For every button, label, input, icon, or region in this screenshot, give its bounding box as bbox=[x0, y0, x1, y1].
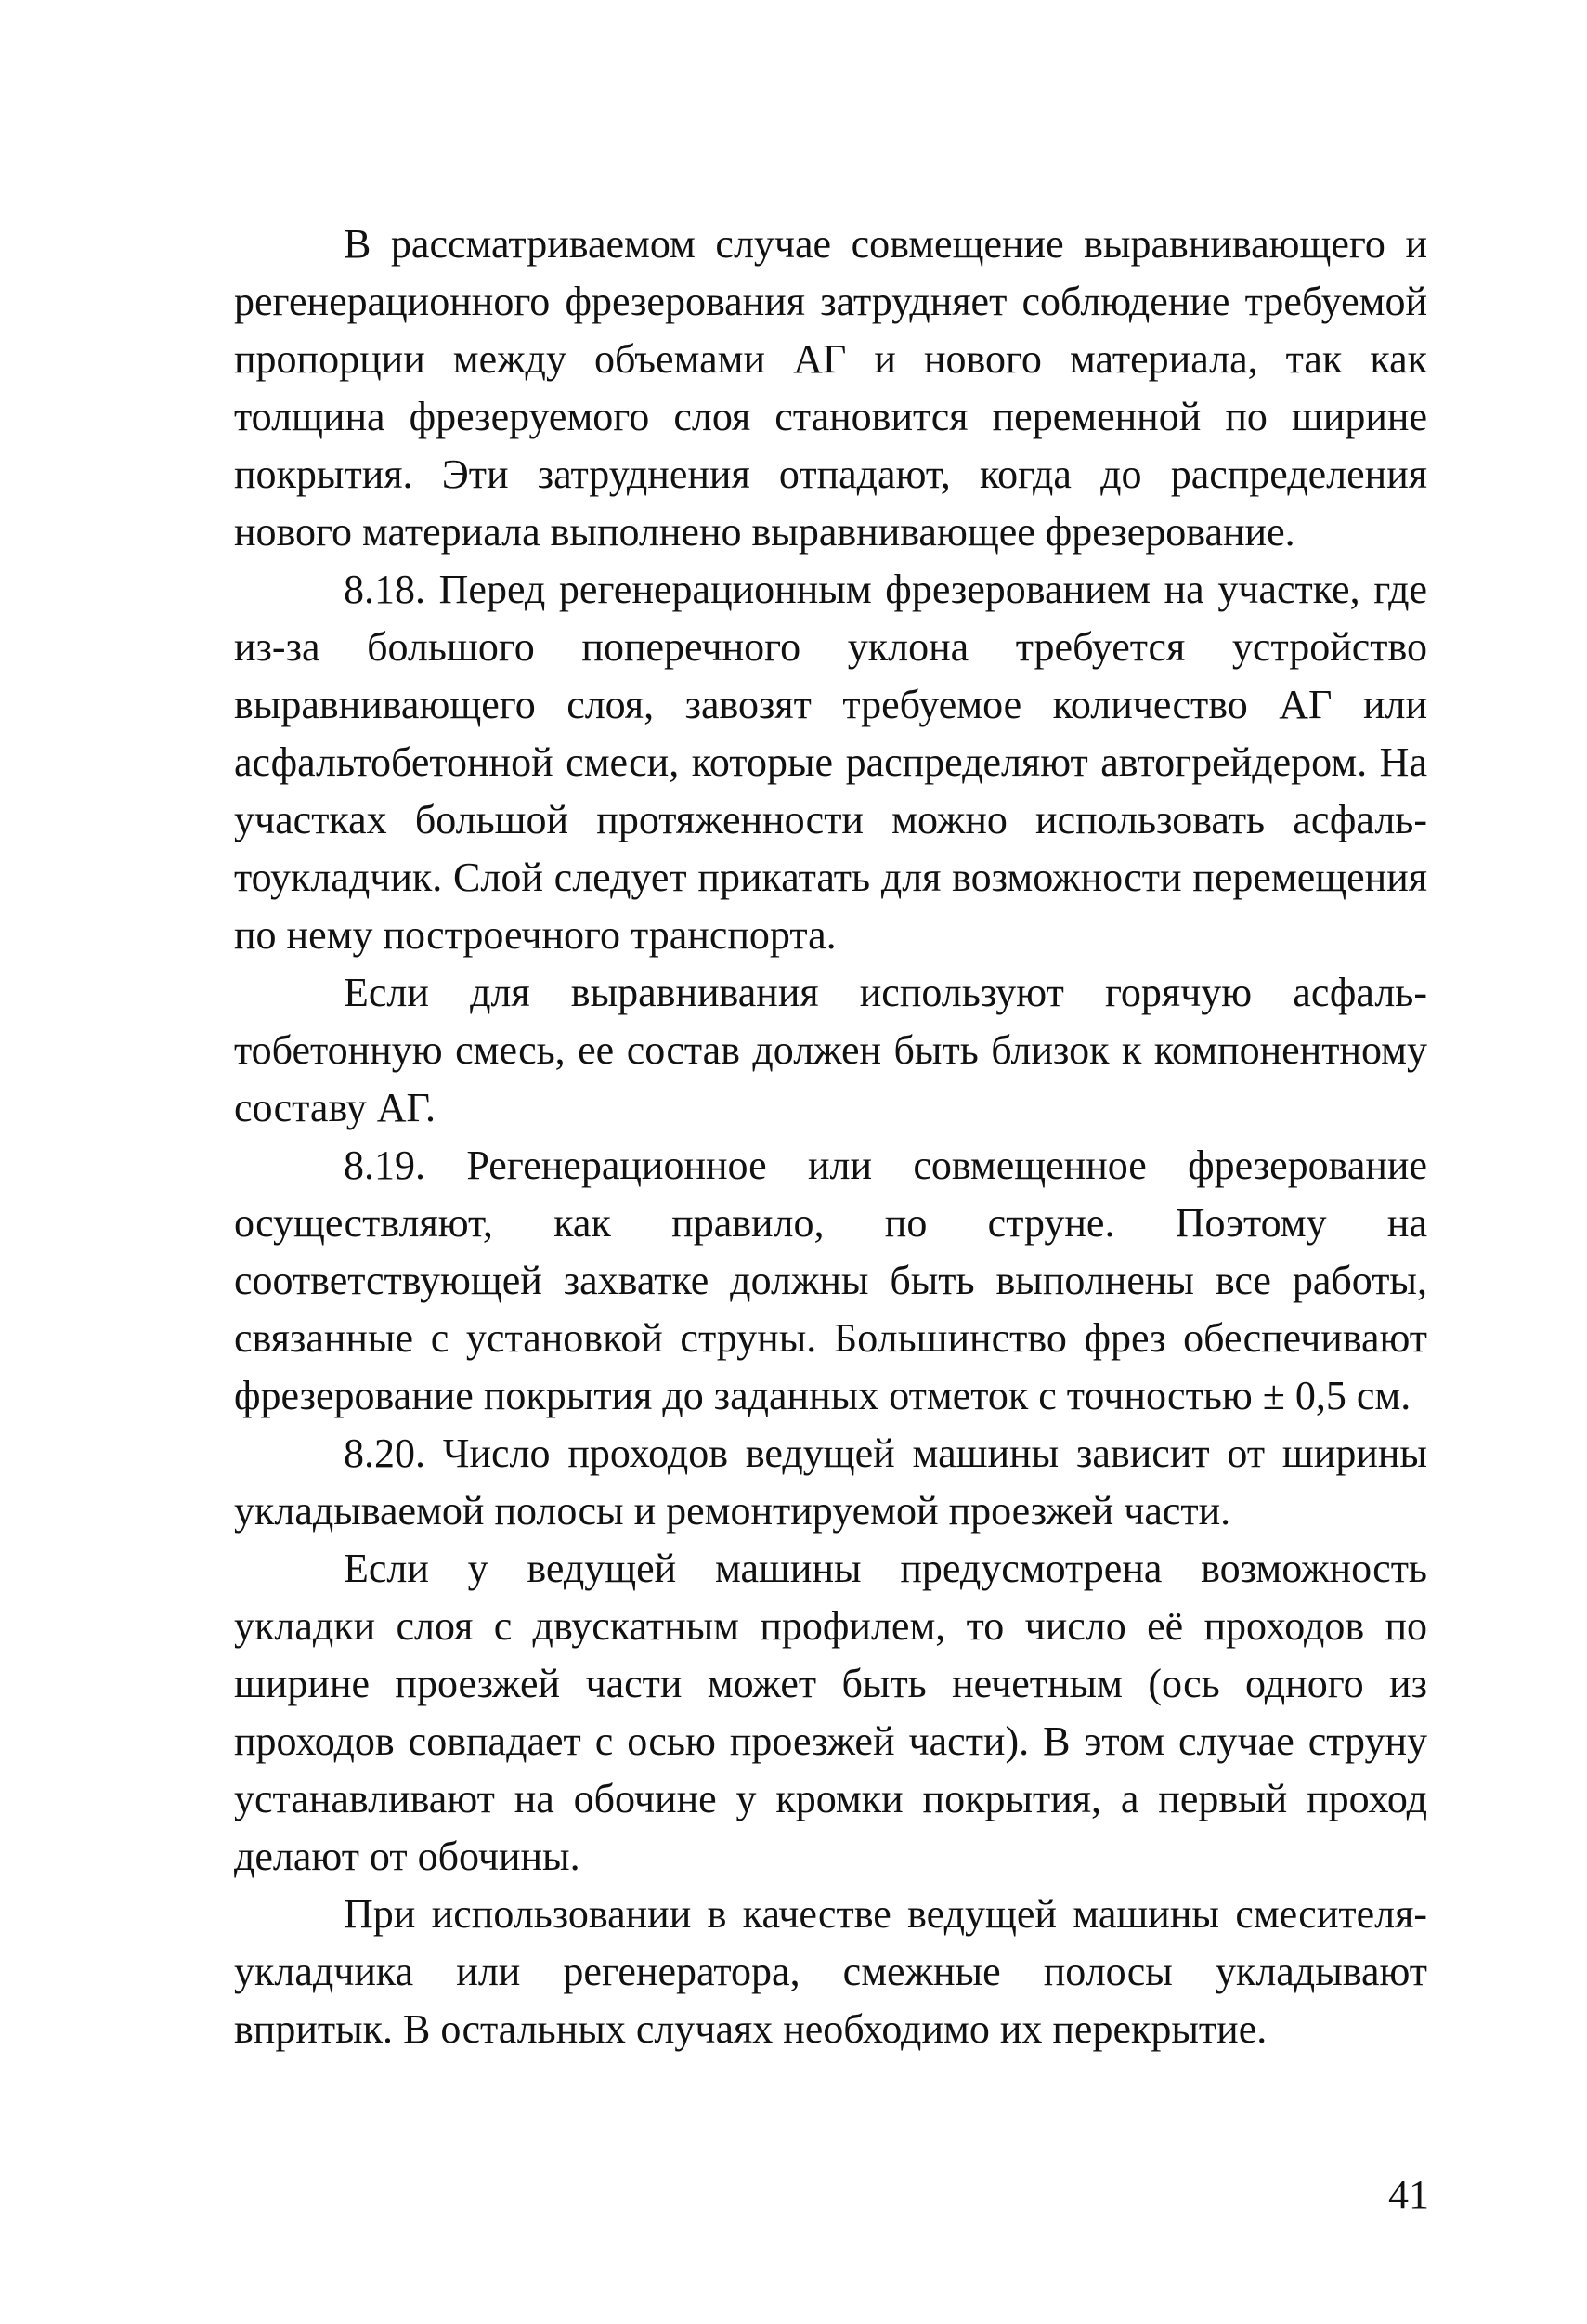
page-number: 41 bbox=[1388, 2172, 1429, 2217]
paragraph-adjacent-strips: При использовании в качестве ведущей машины смесителя-укладчика или регенератора, смежные полосы укладывают впритык. В остальных случаях необходимо их перекрытие. bbox=[234, 1891, 1427, 2052]
paragraph-8-20: 8.20. Число проходов ведущей машины зависит от ширины укладываемой полосы и ремонтируемой проезжей части. bbox=[234, 1430, 1427, 1534]
paragraph-two-slope-profile: Если у ведущей машины предусмотрена возможность укладки слоя с двускатным профилем, то число её проходов по ширине проезжей части может быть нечетным (ось одного из проходов совпадает с осью проезжей части). В этом случае струну устанавливают на обочине у кромки покрытия, а первый проход делают от обочины. bbox=[234, 1546, 1427, 1879]
paragraph-leveling-mix: Если для выравнивания используют горячую асфальтобетонную смесь, ее состав должен быть близок к компонентному составу АГ. bbox=[234, 970, 1427, 1130]
paragraph-intro: В рассматриваемом случае совмещение выравнивающего и регенерационного фрезерования затрудняет соблюдение требуемой пропорции между объемами АГ и нового материала, так как толщина фрезеруемого слоя становится переменной по ширине покрытия. Эти затруднения отпадают, когда до распределения нового материала выполнено выравнивающее фрезерование. bbox=[234, 221, 1427, 555]
body-text bbox=[234, 215, 1427, 2058]
paragraph-8-19: 8.19. Регенерационное или совмещенное фрезерование осуществляют, как правило, по струне. Поэтому на соответствующей захватке должны быть выполнены все работы, связанные с установкой струны. Большинство фрез обеспечивают фрезерование покрытия до заданных отметок с точностью ± 0,5 см. bbox=[234, 1142, 1427, 1418]
paragraph-8-18: 8.18. Перед регенерационным фрезерованием на участке, где из-за большого поперечного уклона требуется устройство выравнивающего слоя, завозят требуемое количество АГ или асфальтобетонной смеси, которые распределяют автогрейдером. На участках большой протяженности можно использовать асфальтоукладчик. Слой следует прикатать для возможности перемещения по нему построечного транспорта. bbox=[234, 567, 1427, 958]
